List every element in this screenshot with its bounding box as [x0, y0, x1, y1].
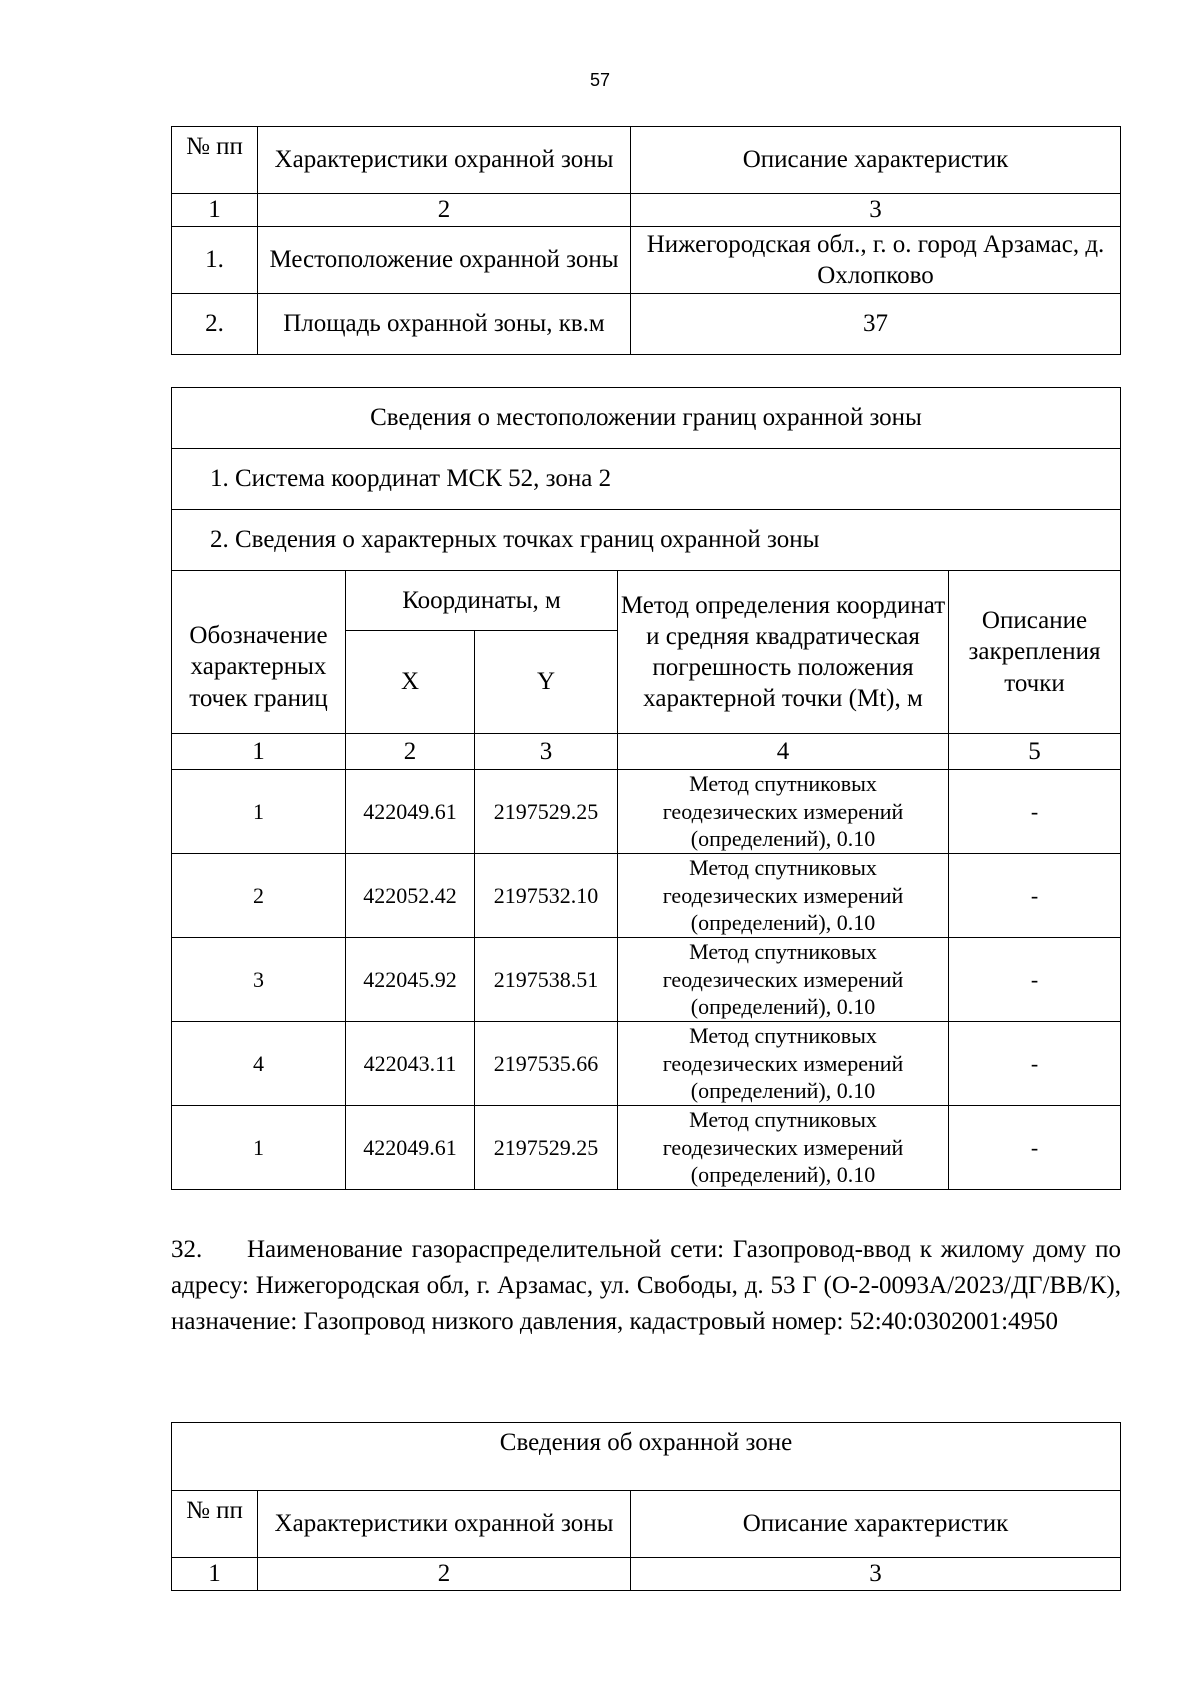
- column-numbers-row: [172, 1558, 1121, 1591]
- row-characteristic: Площадь охранной зоны, кв.м: [258, 294, 631, 355]
- table-header-row: [172, 1491, 1121, 1558]
- row-characteristic: Местоположение охранной зоны: [258, 227, 631, 294]
- row-description: 37: [631, 294, 1121, 355]
- header-description: Описание характеристик: [631, 127, 1121, 194]
- col-number: 2: [346, 734, 475, 770]
- coordinate-system: 1. Система координат МСК 52, зона 2: [172, 449, 1121, 510]
- row-number: 2.: [172, 294, 258, 355]
- point-designation: 1: [172, 1106, 346, 1190]
- column-numbers-row: [172, 194, 1121, 227]
- protected-zone-characteristics-table: [171, 126, 1121, 355]
- paragraph-text: Наименование газораспределительной сети: Газопровод-ввод к жилому дому по адресу: Нижегородская обл, г. Арзамас, ул. Свободы, д. 53 Г (О-2-0093А/2023/ДГ/ВВ/К), назначение: Газопровод низкого давления, кадастровый номер: 52:40:0302001:4950: [171, 1236, 1121, 1335]
- gas-network-paragraph: [171, 1232, 1121, 1340]
- point-fixing: -: [949, 770, 1121, 854]
- point-method: Метод спутниковых геодезических измерений (определений), 0.10: [618, 854, 949, 938]
- point-designation: 4: [172, 1022, 346, 1106]
- table-header-row: [172, 571, 1121, 631]
- point-y: 2197538.51: [475, 938, 618, 1022]
- table-row: [172, 294, 1121, 355]
- point-y: 2197529.25: [475, 770, 618, 854]
- col-number: 4: [618, 734, 949, 770]
- point-designation: 3: [172, 938, 346, 1022]
- header-x: X: [346, 631, 475, 734]
- col-number: 1: [172, 734, 346, 770]
- row-number: 1.: [172, 227, 258, 294]
- header-description: Описание характеристик: [631, 1491, 1121, 1558]
- row-description: Нижегородская обл., г. о. город Арзамас, д. Охлопково: [631, 227, 1121, 294]
- point-fixing: -: [949, 938, 1121, 1022]
- point-designation: 1: [172, 770, 346, 854]
- col-number: 5: [949, 734, 1121, 770]
- point-method: Метод спутниковых геодезических измерений (определений), 0.10: [618, 770, 949, 854]
- header-coordinates: Координаты, м: [346, 571, 618, 631]
- column-numbers-row: [172, 734, 1121, 770]
- point-fixing: -: [949, 1106, 1121, 1190]
- point-x: 422043.11: [346, 1022, 475, 1106]
- table-header-row: [172, 127, 1121, 194]
- header-y: Y: [475, 631, 618, 734]
- header-characteristic: Характеристики охранной зоны: [258, 1491, 631, 1558]
- point-x: 422052.42: [346, 854, 475, 938]
- protected-zone-info-table: [171, 1422, 1121, 1591]
- col-number: 1: [172, 194, 258, 227]
- table-row: [172, 854, 1121, 938]
- table-title-row: [172, 388, 1121, 449]
- boundary-info-title: Сведения о местоположении границ охранной зоны: [172, 388, 1121, 449]
- col-number: 1: [172, 1558, 258, 1591]
- points-title-row: [172, 510, 1121, 571]
- point-x: 422045.92: [346, 938, 475, 1022]
- header-method: Метод определения координат и средняя квадратическая погрешность положения характерной точки (Mt), м: [618, 571, 949, 734]
- point-method: Метод спутниковых геодезических измерений (определений), 0.10: [618, 1022, 949, 1106]
- point-fixing: -: [949, 854, 1121, 938]
- point-fixing: -: [949, 1022, 1121, 1106]
- table-title-row: [172, 1423, 1121, 1491]
- point-method: Метод спутниковых геодезических измерений (определений), 0.10: [618, 1106, 949, 1190]
- header-number: № пп: [172, 1491, 258, 1558]
- points-title: 2. Сведения о характерных точках границ охранной зоны: [172, 510, 1121, 571]
- header-characteristic: Характеристики охранной зоны: [258, 127, 631, 194]
- point-y: 2197532.10: [475, 854, 618, 938]
- table-row: [172, 938, 1121, 1022]
- table-row: [172, 227, 1121, 294]
- col-number: 3: [631, 1558, 1121, 1591]
- point-method: Метод спутниковых геодезических измерений (определений), 0.10: [618, 938, 949, 1022]
- paragraph-number: 32.: [171, 1236, 203, 1263]
- coordinate-system-row: [172, 449, 1121, 510]
- table-row: [172, 1022, 1121, 1106]
- header-number: № пп: [172, 127, 258, 194]
- point-x: 422049.61: [346, 1106, 475, 1190]
- page-number: 57: [589, 70, 611, 90]
- point-y: 2197535.66: [475, 1022, 618, 1106]
- table-row: [172, 1106, 1121, 1190]
- point-x: 422049.61: [346, 770, 475, 854]
- point-y: 2197529.25: [475, 1106, 618, 1190]
- boundary-points-table: [171, 387, 1121, 1190]
- col-number: 3: [475, 734, 618, 770]
- col-number: 2: [258, 194, 631, 227]
- col-number: 2: [258, 1558, 631, 1591]
- header-fixing: Описание закрепления точки: [949, 571, 1121, 734]
- protected-zone-title: Сведения об охранной зоне: [172, 1423, 1121, 1491]
- point-designation: 2: [172, 854, 346, 938]
- table-row: [172, 770, 1121, 854]
- header-designation: Обозначение характерных точек границ: [172, 571, 346, 734]
- col-number: 3: [631, 194, 1121, 227]
